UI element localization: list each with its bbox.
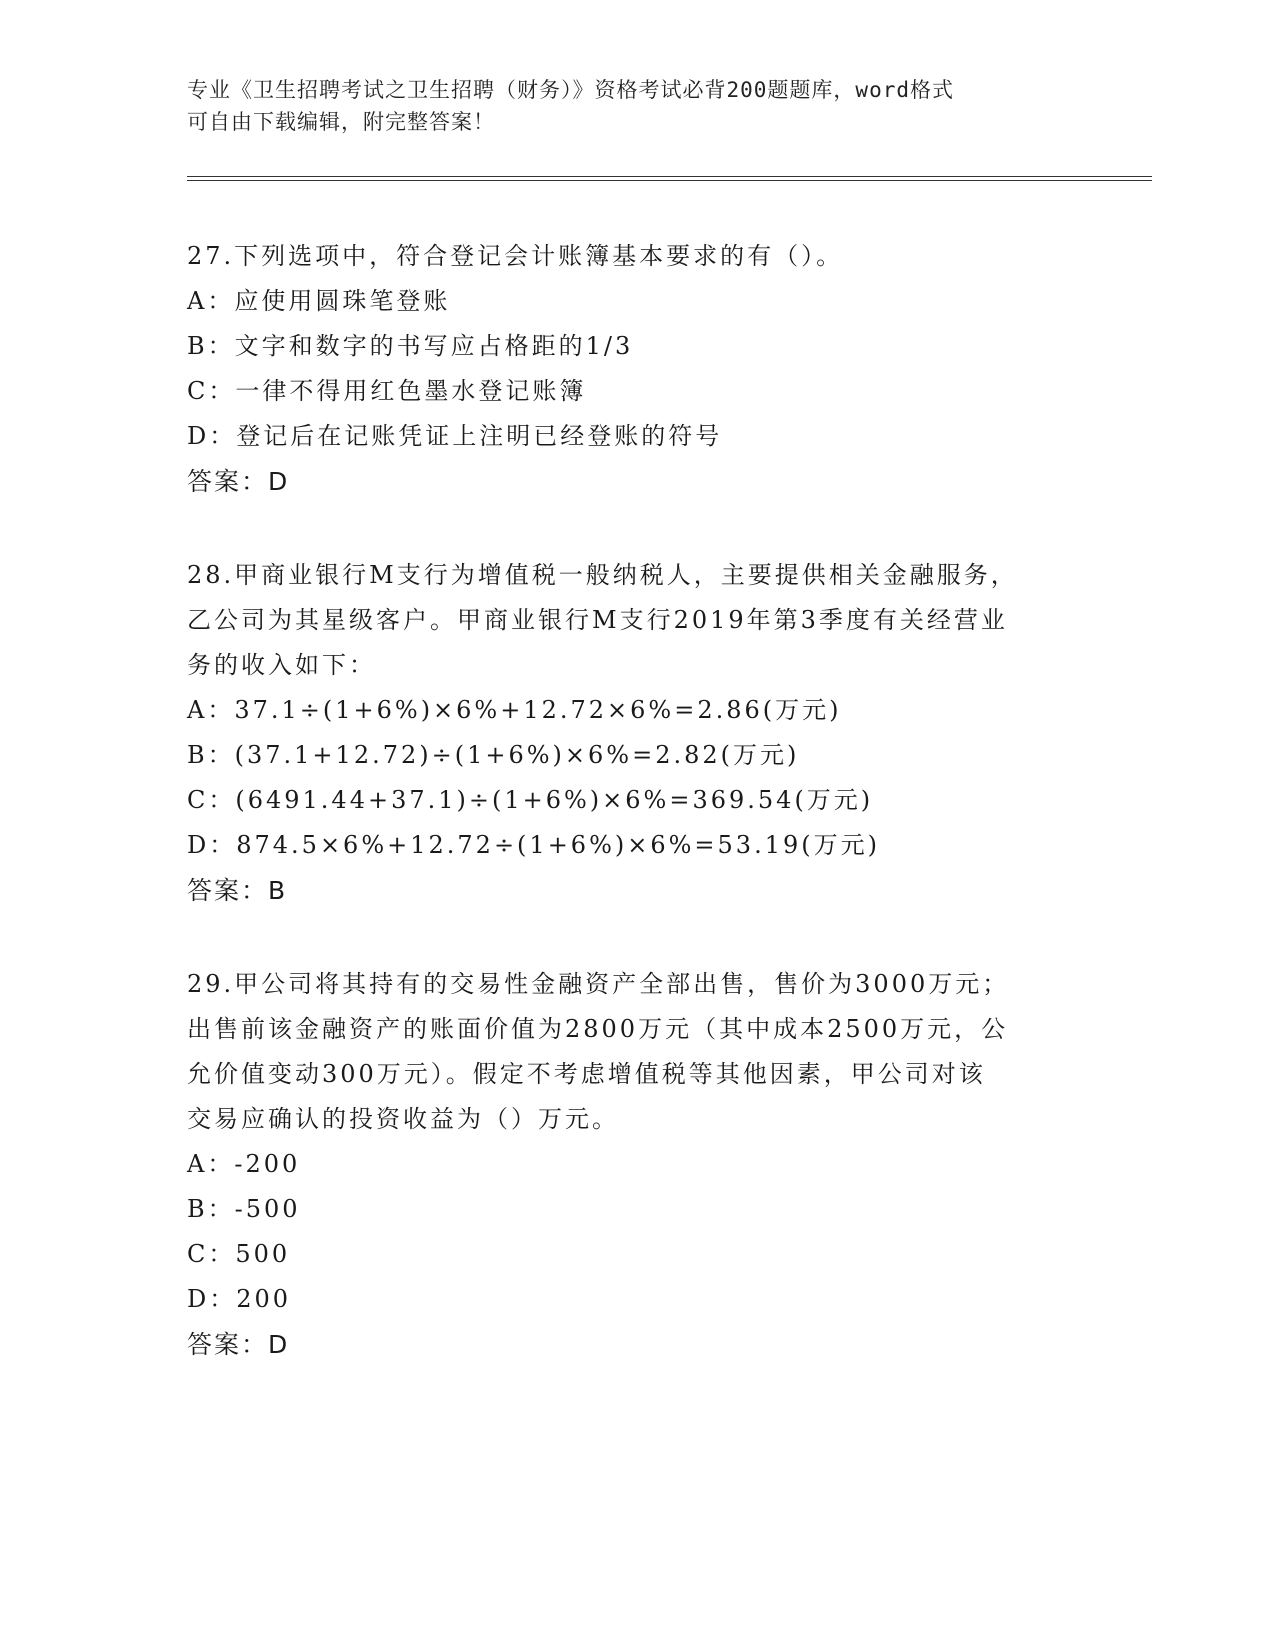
question-stem: 交易应确认的投资收益为（）万元。 — [187, 1105, 619, 1133]
answer-line: 答案：D — [187, 467, 290, 496]
question-29 — [187, 962, 1087, 1367]
question-stem: 务的收入如下： — [187, 651, 376, 679]
question-28 — [187, 553, 1087, 913]
document-header — [187, 74, 1067, 138]
question-stem: 27.下列选项中，符合登记会计账簿基本要求的有（）。 — [187, 242, 844, 270]
question-27 — [187, 234, 1087, 504]
option-c: C：500 — [187, 1240, 291, 1268]
header-line-2: 可自由下载编辑，附完整答案！ — [187, 110, 495, 134]
option-d: D：登记后在记账凭证上注明已经登账的符号 — [187, 422, 723, 450]
option-a: A：37.1÷(1+6%)×6%+12.72×6%=2.86(万元) — [187, 696, 842, 724]
option-a: A：应使用圆珠笔登账 — [187, 287, 451, 315]
option-c: C：(6491.44+37.1)÷(1+6%)×6%=369.54(万元) — [187, 786, 874, 814]
option-c: C：一律不得用红色墨水登记账簿 — [187, 377, 587, 405]
option-b: B：文字和数字的书写应占格距的1/3 — [187, 332, 634, 360]
option-b: B：(37.1+12.72)÷(1+6%)×6%=2.82(万元) — [187, 741, 800, 769]
option-b: B：-500 — [187, 1195, 301, 1223]
question-stem: 28.甲商业银行M支行为增值税一般纳税人，主要提供相关金融服务， — [187, 561, 1018, 589]
answer-line: 答案：D — [187, 1330, 290, 1359]
option-a: A：-200 — [187, 1150, 301, 1178]
header-divider — [187, 176, 1152, 181]
option-d: D：874.5×6%+12.72÷(1+6%)×6%=53.19(万元) — [187, 831, 880, 859]
option-d: D：200 — [187, 1285, 292, 1313]
answer-line: 答案：B — [187, 876, 288, 905]
question-stem: 出售前该金融资产的账面价值为2800万元（其中成本2500万元，公 — [187, 1015, 1009, 1043]
question-stem: 乙公司为其星级客户。甲商业银行M支行2019年第3季度有关经营业 — [187, 606, 1008, 634]
header-line-1: 专业《卫生招聘考试之卫生招聘（财务）》资格考试必背200题题库，word格式 — [187, 78, 954, 102]
question-stem: 29.甲公司将其持有的交易性金融资产全部出售，售价为3000万元； — [187, 970, 1010, 998]
question-stem: 允价值变动300万元）。假定不考虑增值税等其他因素，甲公司对该 — [187, 1060, 986, 1088]
